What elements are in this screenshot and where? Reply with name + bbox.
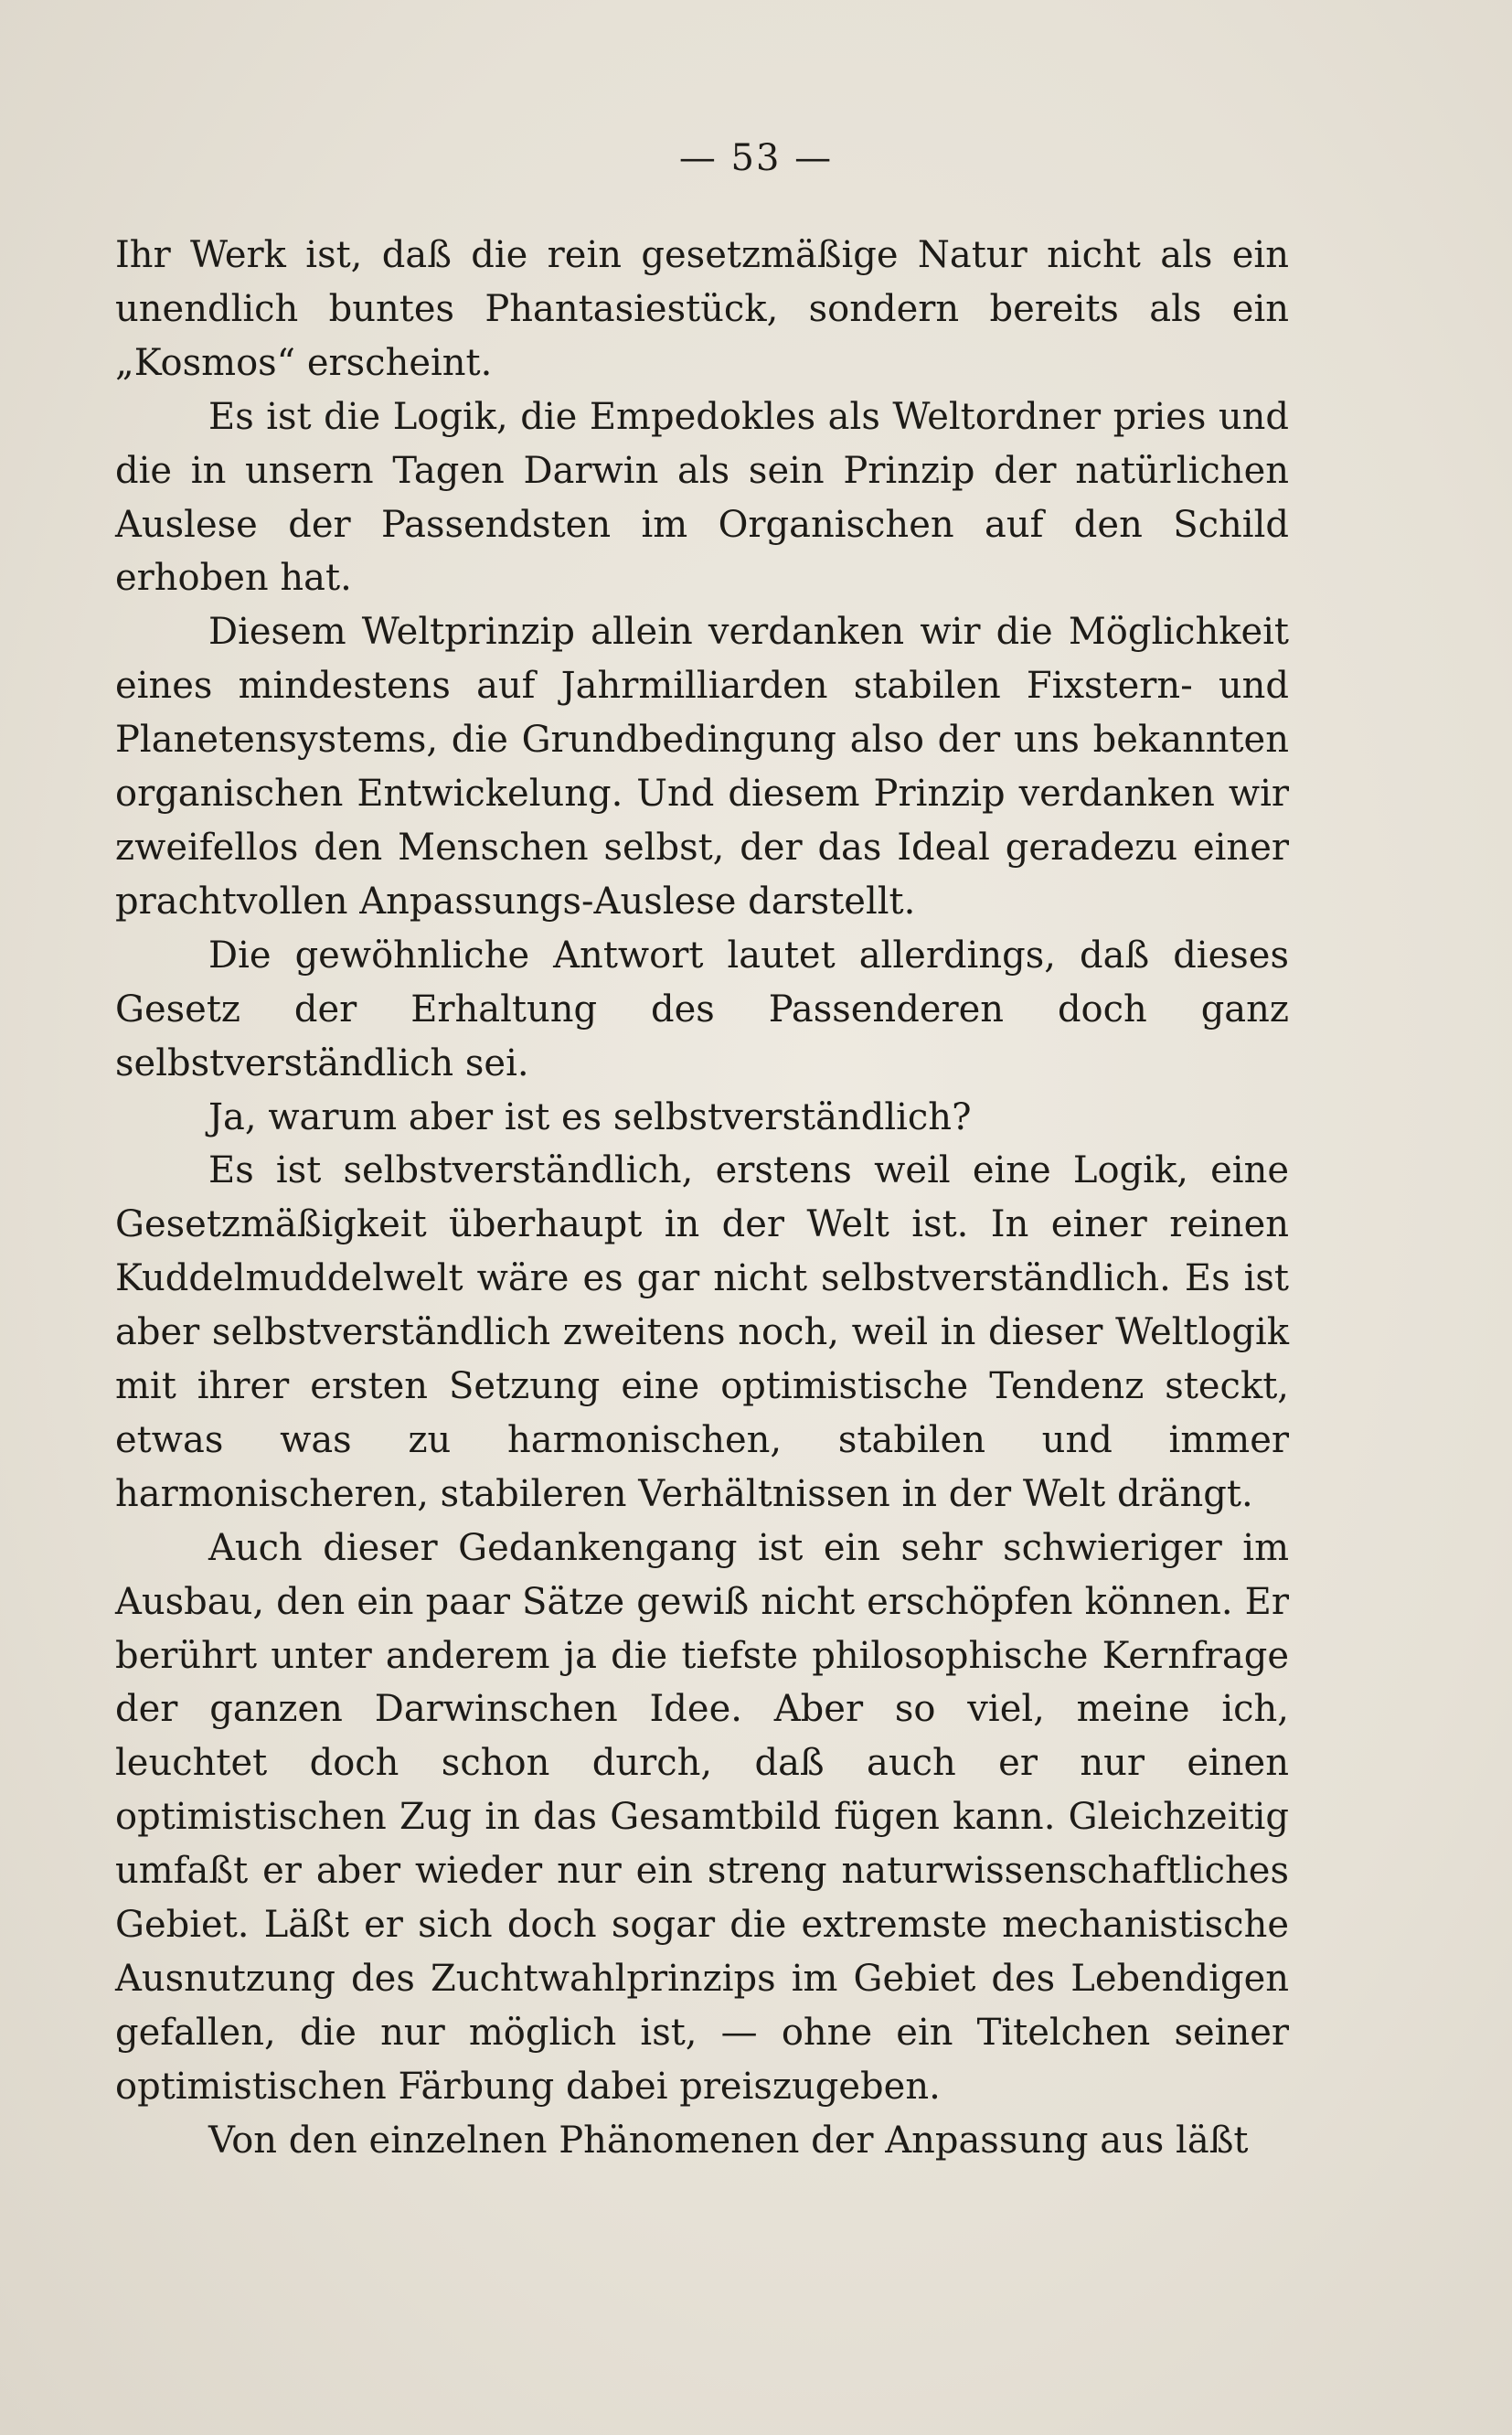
- paragraph-continuation: Ihr Werk ist, daß die rein gesetzmäßige Natur nicht als ein unendlich buntes Phantasiestück, sondern bereits als ein „Kosmos“ erscheint.: [115, 234, 1289, 384]
- paragraph: Auch dieser Gedankengang ist ein sehr schwieriger im Ausbau, den ein paar Sätze gewiß nicht erschöpfen können. Er berührt unter anderem ja die tiefste philosophische Kernfrage der ganzen Darwinschen Idee. Aber so viel, meine ich, leuchtet doch schon durch, daß auch er nur einen optimistischen Zug in das Gesamtbild fügen kann. Gleichzeitig umfaßt er aber wieder nur ein streng naturwissenschaftliches Gebiet. Läßt er sich doch sogar die extremste mechanistische Ausnutzung des Zuchtwahlprinzips im Gebiet des Lebendigen gefallen, die nur möglich ist, — ohne ein Titelchen seiner optimistischen Färbung dabei preiszugeben.: [115, 1526, 1289, 2108]
- paragraph: Von den einzelnen Phänomenen der Anpassung aus läßt: [208, 2119, 1249, 2162]
- paragraph: Diesem Weltprinzip allein verdanken wir die Möglichkeit eines mindestens auf Jahrmilliarden stabilen Fixstern- und Planetensystems, die Grundbedingung also der uns bekannten organischen Entwickelung. Und diesem Prinzip verdanken wir zweifellos den Menschen selbst, der das Ideal geradezu einer prachtvollen Anpassungs-Auslese darstellt.: [115, 611, 1289, 923]
- paragraph: Die gewöhnliche Antwort lautet allerdings, daß dieses Gesetz der Erhaltung des Passenderen doch ganz selbstverständlich sei.: [115, 934, 1289, 1084]
- paragraph: Ja, warum aber ist es selbstverständlich?: [208, 1095, 972, 1138]
- paragraph: Es ist die Logik, die Empedokles als Weltordner pries und die in unsern Tagen Darwin als sein Prinzip der natürlichen Auslese der Passendsten im Organischen auf den Schild erhoben hat.: [115, 395, 1289, 600]
- page-number: — 53 —: [678, 137, 834, 179]
- paragraph: Es ist selbstverständlich, erstens weil eine Logik, eine Gesetzmäßigkeit überhaupt in der Welt ist. In einer reinen Kuddelmuddelwelt wäre es gar nicht selbstverständlich. Es ist aber selbstverständlich zweitens noch, weil in dieser Weltlogik mit ihrer ersten Setzung eine optimistische Tendenz steckt, etwas was zu harmonischen, stabilen und immer harmonischeren, stabileren Verhältnissen in der Welt drängt.: [115, 1149, 1289, 1515]
- body-text: [115, 229, 1289, 2168]
